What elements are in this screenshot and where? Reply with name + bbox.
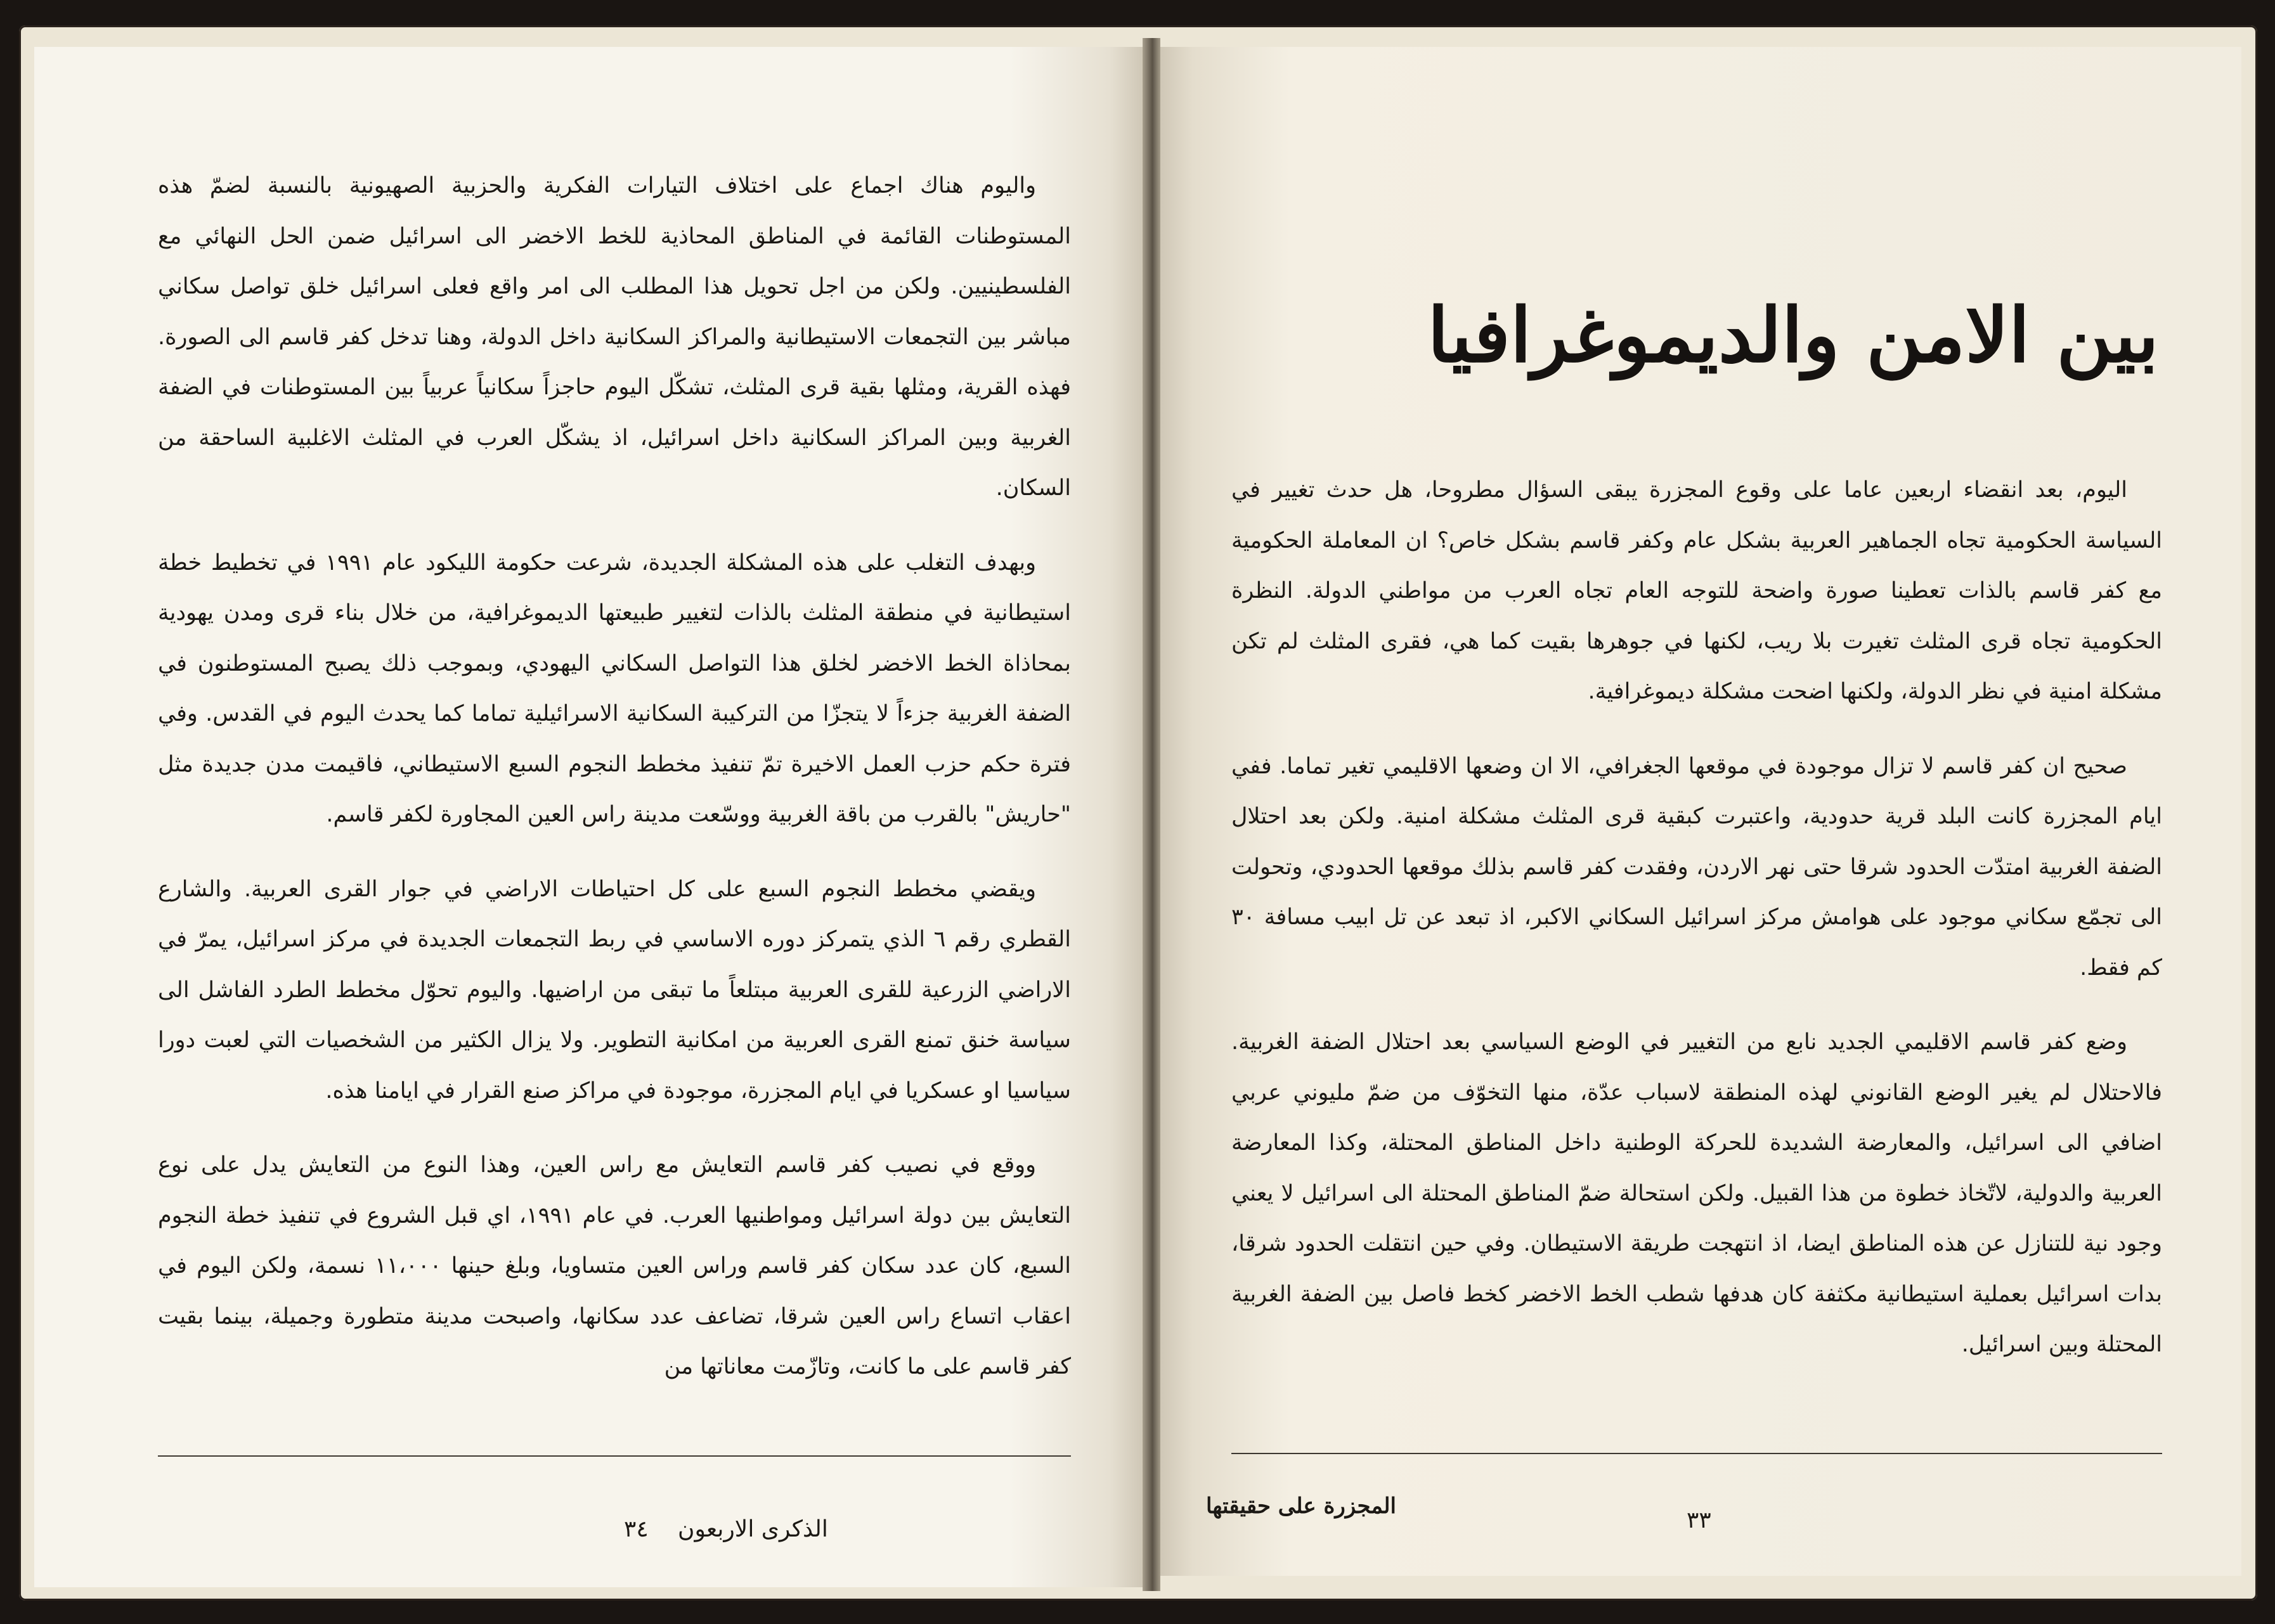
left-page (34, 47, 1143, 1587)
left-page-body (158, 161, 1071, 1417)
paragraph: وضع كفر قاسم الاقليمي الجديد نابع من التغيير في الوضع السياسي بعد احتلال الضفة الغربية. فالاحتلال لم يغير الوضع القانوني لهذه المنطقة لاسباب عدّة، منها التخوّف من ضمّ مليوني عربي اضافي الى اسرائيل، والمعارضة الشديدة للحركة الوطنية داخل المناطق المحتلة، وكذا المعارضة العربية والدولية، لاتّخاذ خطوة من هذا القبيل. ولكن استحالة ضمّ المناطق المحتلة الى اسرائيل لا يعني وجود نية للتنازل عن هذه المناطق ايضا، اذ انتهجت طريقة الاستيطان. وفي حين انتقلت الحدود شرقا، بدات اسرائيل بعملية استيطانية مكثفة كان هدفها شطب الخط الاخضر كخط فاصل بين الضفة الغربية المحتلة وبين اسرائيل. (1231, 1029, 2162, 1357)
page-heading: بين الامن والديموغرافيا (1427, 291, 2159, 379)
page-number: ٣٣ (1687, 1507, 1711, 1533)
footer-rule (158, 1455, 1071, 1457)
page-number: ٣٤ (624, 1516, 649, 1542)
book-spine (1143, 38, 1160, 1591)
footer-title: الذكرى الاربعون (678, 1516, 828, 1542)
paragraph: واليوم هناك اجماع على اختلاف التيارات الفكرية والحزبية الصهيونية بالنسبة لضمّ هذه المستوطنات القائمة في المناطق المحاذية للخط الاخضر الى اسرائيل ضمن الحل النهائي مع الفلسطينيين. ولكن من اجل تحويل هذا المطلب الى امر واقع فعلى اسرائيل خلق تواصل سكاني مباشر بين التجمعات الاستيطانية والمراكز السكانية داخل الدولة، وهنا تدخل كفر قاسم الى الصورة. فهذه القرية، ومثلها بقية قرى المثلث، تشكّل اليوم حاجزاً سكانياً عربياً بين المستوطنات في الضفة الغربية وبين المراكز السكانية داخل اسرائيل، اذ يشكّل العرب في المثلث الاغلبية الساحقة من السكان. (158, 173, 1071, 501)
paragraph: ويقضي مخطط النجوم السبع على كل احتياطات الاراضي في جوار القرى العربية. والشارع القطري رقم ٦ الذي يتمركز دوره الاساسي في ربط التجمعات الجديدة في مركز اسرائيل، يمرّ في الاراضي الزرعية للقرى العربية مبتلعاً ما تبقى من اراضيها. واليوم تحوّل مخطط الطرد الفاشل الى سياسة خنق تمنع القرى العربية من امكانية التطوير. ولا يزال الكثير من الشخصيات التي لعبت دورا سياسيا او عسكريا في ايام المجزرة، موجودة في مراكز صنع القرار في ايامنا هذه. (158, 876, 1071, 1104)
footer-rule (1231, 1453, 2162, 1454)
paragraph: ووقع في نصيب كفر قاسم التعايش مع راس العين، وهذا النوع من التعايش يدل على نوع التعايش بين دولة اسرائيل ومواطنيها العرب. في عام ١٩٩١، اي قبل الشروع في تنفيذ خطة النجوم السبع، كان عدد سكان كفر قاسم وراس العين متساويا، وبلغ حينها ١١،٠٠٠ نسمة، ولكن اليوم في اعقاب اتساع راس العين شرقا، تضاعف عدد سكانها، واصبحت مدينة متطورة وجميلة، بينما بقيت كفر قاسم على ما كانت، وتازّمت معاناتها من (158, 1152, 1072, 1379)
paragraph: صحيح ان كفر قاسم لا تزال موجودة في موقعها الجغرافي، الا ان وضعها الاقليمي تغير تماما. ففي ايام المجزرة كانت البلد قرية حدودية، واعتبرت كبقية قرى المثلث مشكلة امنية. ولكن بعد احتلال الضفة الغربية امتدّت الحدود شرقا حتى نهر الاردن، وفقدت كفر قاسم بذلك موقعها الحدودي، وتحولت الى تجمّع سكاني موجود على هوامش مركز اسرائيل السكاني الاكبر، اذ تبعد عن تل ابيب مسافة ٣٠ كم فقط. (1231, 753, 2162, 981)
right-page (1160, 47, 2241, 1576)
paragraph: وبهدف التغلب على هذه المشكلة الجديدة، شرعت حكومة الليكود عام ١٩٩١ في تخطيط خطة استيطانية في منطقة المثلث بالذات لتغيير طبيعتها الديموغرافية، من خلال بناء قرى ومدن يهودية بمحاذاة الخط الاخضر لخلق هذا التواصل السكاني اليهودي، وبموجب ذلك يصبح المستوطنون في الضفة الغربية جزءاً لا يتجزّا من التركيبة السكانية الاسرائيلية تماما كما يحدث اليوم في القدس. وفي فترة حكم حزب العمل الاخيرة تمّ تنفيذ مخطط النجوم السبع الاستيطاني، فاقيمت مدن جديدة مثل "حاريش" بالقرب من باقة الغربية ووسّعت مدينة راس العين المجاورة لكفر قاسم. (158, 550, 1071, 827)
right-page-body (1231, 465, 2162, 1395)
footer-title: المجزرة على حقيقتها (1206, 1493, 1396, 1519)
book-spread (19, 25, 2257, 1601)
paragraph: اليوم، بعد انقضاء اربعين عاما على وقوع المجزرة يبقى السؤال مطروحا، هل حدث تغيير في السياسة الحكومية تجاه الجماهير العربية بشكل عام وكفر قاسم بشكل خاص؟ ان المعاملة الحكومية مع كفر قاسم بالذات تعطينا صورة واضحة للتوجه العام تجاه العرب من مواطني الدولة. النظرة الحكومية تجاه قرى المثلث تغيرت بلا ريب، لكنها في جوهرها بقيت كما هي، فقرى المثلث لم تكن مشكلة امنية في نظر الدولة، ولكنها اضحت مشكلة ديموغرافية. (1231, 477, 2162, 704)
